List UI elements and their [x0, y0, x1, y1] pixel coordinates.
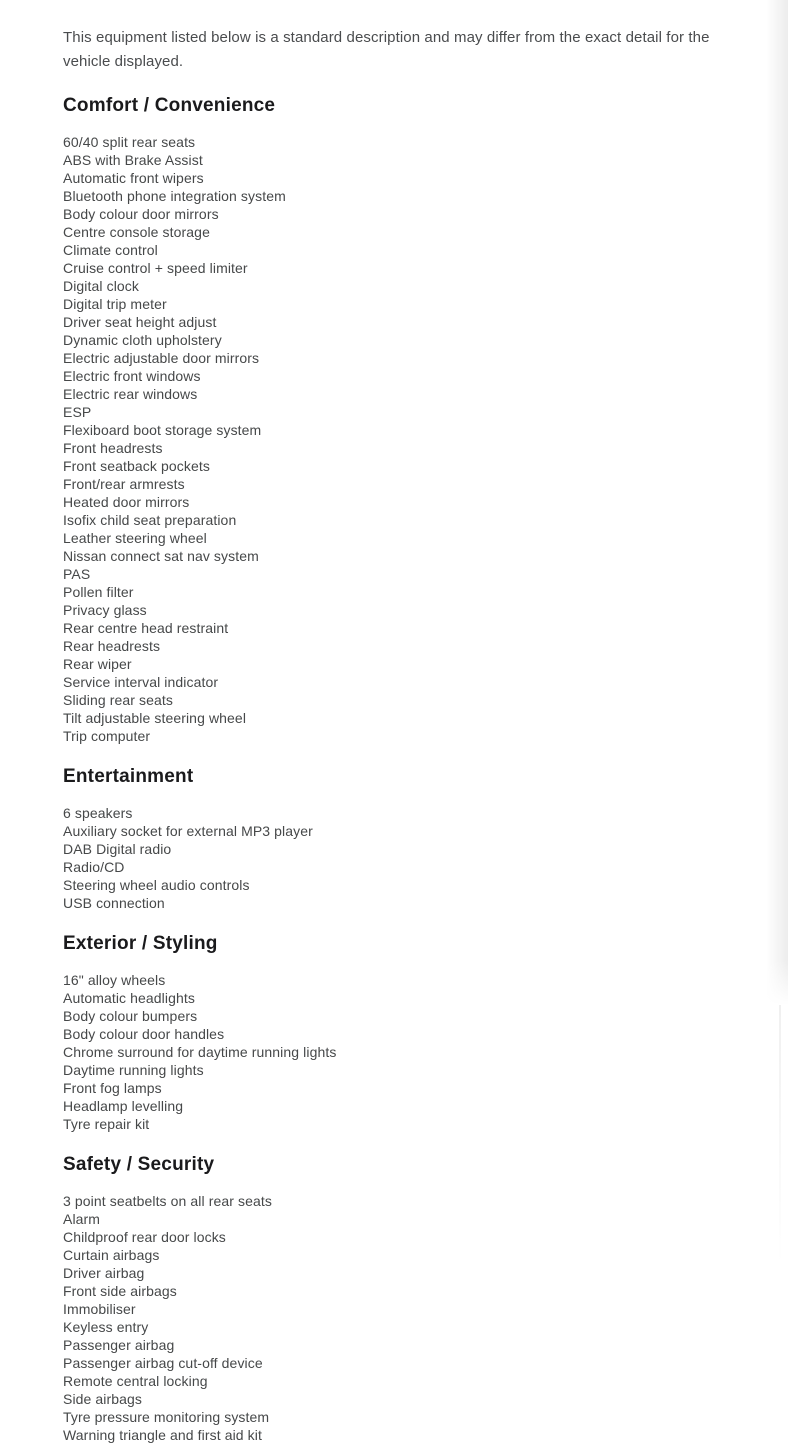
equipment-item: Pollen filter [63, 584, 134, 600]
equipment-section [63, 94, 788, 745]
equipment-item: Climate control [63, 242, 158, 258]
equipment-item: Leather steering wheel [63, 530, 207, 546]
equipment-item: Nissan connect sat nav system [63, 548, 259, 564]
equipment-item: Front side airbags [63, 1283, 177, 1299]
equipment-item: Front headrests [63, 440, 163, 456]
equipment-item: Rear headrests [63, 638, 161, 654]
equipment-item: Rear centre head restraint [63, 620, 229, 636]
equipment-item: Driver seat height adjust [63, 314, 217, 330]
equipment-item: Radio/CD [63, 859, 125, 875]
equipment-list [63, 971, 788, 1133]
equipment-item: Immobiliser [63, 1301, 136, 1317]
equipment-item: Curtain airbags [63, 1247, 160, 1263]
equipment-item: Rear wiper [63, 656, 132, 672]
equipment-item: 6 speakers [63, 805, 133, 821]
equipment-item: Side airbags [63, 1391, 143, 1407]
section-title: Exterior / Styling [63, 933, 218, 954]
equipment-item: Front/rear armrests [63, 476, 185, 492]
equipment-item: Passenger airbag [63, 1337, 175, 1353]
equipment-section [63, 932, 788, 1133]
equipment-item: Digital clock [63, 278, 139, 294]
equipment-item: Front seatback pockets [63, 458, 210, 474]
equipment-item: Daytime running lights [63, 1062, 204, 1078]
equipment-section [63, 765, 788, 912]
equipment-item: Electric rear windows [63, 386, 198, 402]
equipment-item: Tyre pressure monitoring system [63, 1409, 270, 1425]
equipment-item: ABS with Brake Assist [63, 152, 203, 168]
equipment-item: Alarm [63, 1211, 101, 1227]
equipment-item: 16" alloy wheels [63, 972, 166, 988]
equipment-item: 3 point seatbelts on all rear seats [63, 1193, 272, 1209]
equipment-item: Service interval indicator [63, 674, 219, 690]
section-title: Safety / Security [63, 1154, 215, 1175]
equipment-item: Tyre repair kit [63, 1116, 150, 1132]
equipment-item: ESP [63, 404, 92, 420]
equipment-item: 60/40 split rear seats [63, 134, 196, 150]
equipment-item: Flexiboard boot storage system [63, 422, 262, 438]
equipment-item: Body colour door handles [63, 1026, 225, 1042]
equipment-item: Bluetooth phone integration system [63, 188, 286, 204]
equipment-item: Remote central locking [63, 1373, 208, 1389]
equipment-item: Front fog lamps [63, 1080, 162, 1096]
equipment-item: Automatic headlights [63, 990, 195, 1006]
equipment-item: Cruise control + speed limiter [63, 260, 248, 276]
equipment-item: Sliding rear seats [63, 692, 173, 708]
equipment-item: Auxiliary socket for external MP3 player [63, 823, 313, 839]
section-title: Comfort / Convenience [63, 95, 276, 116]
equipment-item: Driver airbag [63, 1265, 145, 1281]
equipment-item: Automatic front wipers [63, 170, 204, 186]
equipment-item: USB connection [63, 895, 165, 911]
equipment-item: Isofix child seat preparation [63, 512, 237, 528]
sections-container [63, 94, 788, 1444]
equipment-item: Dynamic cloth upholstery [63, 332, 222, 348]
equipment-item: Childproof rear door locks [63, 1229, 226, 1245]
equipment-item: Trip computer [63, 728, 151, 744]
equipment-item: PAS [63, 566, 91, 582]
equipment-item: Centre console storage [63, 224, 210, 240]
equipment-item: Body colour bumpers [63, 1008, 198, 1024]
disclaimer-text: This equipment listed below is a standard description and may differ from the exact detail for the vehicle displayed. [63, 29, 710, 70]
equipment-item: Electric adjustable door mirrors [63, 350, 260, 366]
equipment-list [63, 1192, 788, 1444]
equipment-item: Electric front windows [63, 368, 201, 384]
equipment-item: Body colour door mirrors [63, 206, 219, 222]
equipment-item: Warning triangle and first aid kit [63, 1427, 262, 1443]
equipment-item: Keyless entry [63, 1319, 149, 1335]
equipment-item: Heated door mirrors [63, 494, 190, 510]
equipment-list [63, 804, 788, 912]
equipment-list [63, 133, 788, 745]
equipment-item: Digital trip meter [63, 296, 167, 312]
equipment-item: Headlamp levelling [63, 1098, 184, 1114]
equipment-item: Passenger airbag cut-off device [63, 1355, 263, 1371]
equipment-item: DAB Digital radio [63, 841, 172, 857]
section-title: Entertainment [63, 766, 194, 787]
equipment-item: Privacy glass [63, 602, 147, 618]
equipment-item: Tilt adjustable steering wheel [63, 710, 247, 726]
equipment-item: Chrome surround for daytime running lights [63, 1044, 337, 1060]
equipment-section [63, 1153, 788, 1444]
equipment-item: Steering wheel audio controls [63, 877, 250, 893]
